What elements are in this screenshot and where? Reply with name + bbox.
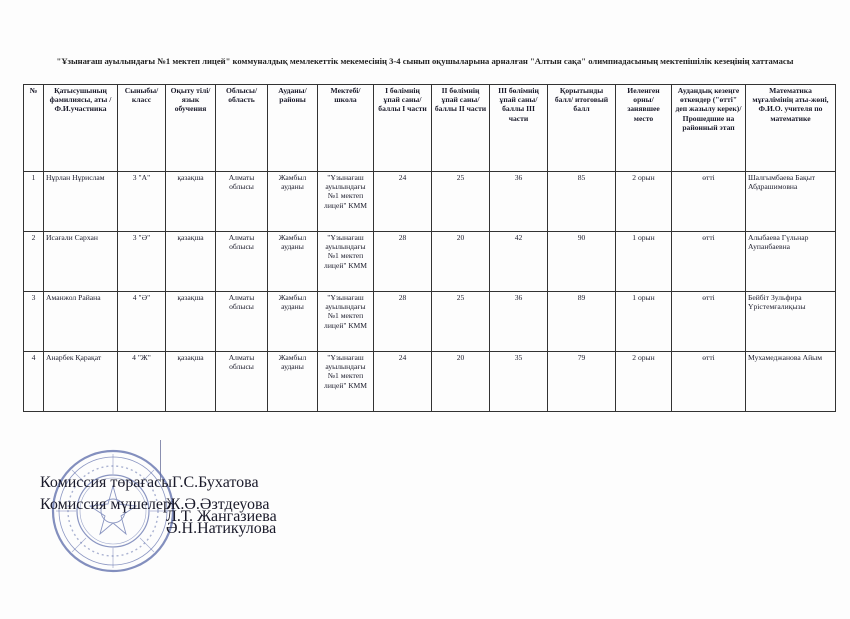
part1-score: 28 <box>374 292 432 352</box>
col-part1: I бөлімнің ұпай саны/ баллы I части <box>374 85 432 172</box>
total-score: 79 <box>548 352 616 412</box>
col-teacher: Математика мұғалімінің аты-жөні, Ф.И.О. учителя по математике <box>746 85 836 172</box>
place-cell: 1 орын <box>616 232 672 292</box>
part3-score: 35 <box>490 352 548 412</box>
teacher-cell: Алыбаева Гүльнар Аупанбаевна <box>746 232 836 292</box>
part2-score: 20 <box>432 232 490 292</box>
school-cell: "Ұзынағаш ауылындағы №1 мектеп лицей" КММ <box>318 352 374 412</box>
row-number: 3 <box>24 292 44 352</box>
teacher-cell: Шалгымбаева Бақыт Абдрашимовна <box>746 172 836 232</box>
member-3: Ә.Н.Натикулова <box>166 520 277 537</box>
part3-score: 36 <box>490 292 548 352</box>
part2-score: 25 <box>432 292 490 352</box>
class-cell: 3 "Ә" <box>118 232 166 292</box>
region-cell: Алматы облысы <box>216 292 268 352</box>
place-cell: 1 орын <box>616 292 672 352</box>
district-cell: Жамбыл ауданы <box>268 172 318 232</box>
part3-score: 36 <box>490 172 548 232</box>
members-label: Комиссия мүшелері <box>40 496 176 513</box>
col-participant: Қатысушының фамилиясы, аты /Ф.И.участника <box>44 85 118 172</box>
member-1: Ж.Ә.Әзтдеуова <box>166 496 270 513</box>
total-score: 85 <box>548 172 616 232</box>
passed-cell: өтті <box>672 352 746 412</box>
col-passed: Аудандық кезеңге өткендер ("өтті" деп жазылу керек)/ Прошедшие на районный этап <box>672 85 746 172</box>
school-cell: "Ұзынағаш ауылындағы №1 мектеп лицей" КММ <box>318 292 374 352</box>
region-cell: Алматы облысы <box>216 232 268 292</box>
place-cell: 2 орын <box>616 352 672 412</box>
chair-label: Комиссия төрағасы <box>40 474 172 491</box>
participant-name: Исағали Сархан <box>44 232 118 292</box>
part1-score: 24 <box>374 352 432 412</box>
col-part3: III бөлімнің ұпай саны/ баллы III части <box>490 85 548 172</box>
class-cell: 4 "Ж" <box>118 352 166 412</box>
total-score: 89 <box>548 292 616 352</box>
teacher-cell: Мухамеджанова Айым <box>746 352 836 412</box>
table-row <box>24 172 836 232</box>
participant-name: Нұрлан Нұрислам <box>44 172 118 232</box>
district-cell: Жамбыл ауданы <box>268 352 318 412</box>
part1-score: 24 <box>374 172 432 232</box>
language-cell: қазақша <box>166 172 216 232</box>
results-table <box>23 84 836 412</box>
col-language: Оқыту тілі/ язык обучения <box>166 85 216 172</box>
district-cell: Жамбыл ауданы <box>268 292 318 352</box>
region-cell: Алматы облысы <box>216 352 268 412</box>
col-region: Облысы/ область <box>216 85 268 172</box>
col-place: Иеленген орны/ занявшее место <box>616 85 672 172</box>
document-title: "Ұзынағаш ауылындағы №1 мектеп лицей" коммуналдық мемлекеттік мекемесінің 3-4 сынып оқушыларына арналған "Алтын сақа" олимпиадасының мектепішілік кезеңінің хаттамасы <box>56 56 794 66</box>
col-number: № <box>24 85 44 172</box>
row-number: 1 <box>24 172 44 232</box>
language-cell: қазақша <box>166 292 216 352</box>
passed-cell: өтті <box>672 292 746 352</box>
place-cell: 2 орын <box>616 172 672 232</box>
school-cell: "Ұзынағаш ауылындағы №1 мектеп лицей" КММ <box>318 232 374 292</box>
member-2: Л.Т. Жангазиева <box>166 508 277 525</box>
col-district: Ауданы/ районы <box>268 85 318 172</box>
part1-score: 28 <box>374 232 432 292</box>
row-number: 2 <box>24 232 44 292</box>
part2-score: 25 <box>432 172 490 232</box>
participant-name: Анарбек Қарақат <box>44 352 118 412</box>
class-cell: 4 "Ә" <box>118 292 166 352</box>
part2-score: 20 <box>432 352 490 412</box>
passed-cell: өтті <box>672 232 746 292</box>
chair-name: Г.С.Бухатова <box>172 474 259 491</box>
header-row <box>24 85 836 172</box>
language-cell: қазақша <box>166 232 216 292</box>
passed-cell: өтті <box>672 172 746 232</box>
school-cell: "Ұзынағаш ауылындағы №1 мектеп лицей" КММ <box>318 172 374 232</box>
language-cell: қазақша <box>166 352 216 412</box>
col-school: Мектебі/ школа <box>318 85 374 172</box>
district-cell: Жамбыл ауданы <box>268 232 318 292</box>
row-number: 4 <box>24 352 44 412</box>
participant-name: Аманжол Райана <box>44 292 118 352</box>
region-cell: Алматы облысы <box>216 172 268 232</box>
table-row <box>24 232 836 292</box>
col-part2: II бөлімнің ұпай саны/ баллы II части <box>432 85 490 172</box>
col-total: Қорытынды балл/ итоговый балл <box>548 85 616 172</box>
col-class: Сыныбы/класс <box>118 85 166 172</box>
total-score: 90 <box>548 232 616 292</box>
table-row <box>24 352 836 412</box>
part3-score: 42 <box>490 232 548 292</box>
teacher-cell: Бейбіт Зульфира Үрістемғалиқызы <box>746 292 836 352</box>
table-row <box>24 292 836 352</box>
class-cell: 3 "А" <box>118 172 166 232</box>
